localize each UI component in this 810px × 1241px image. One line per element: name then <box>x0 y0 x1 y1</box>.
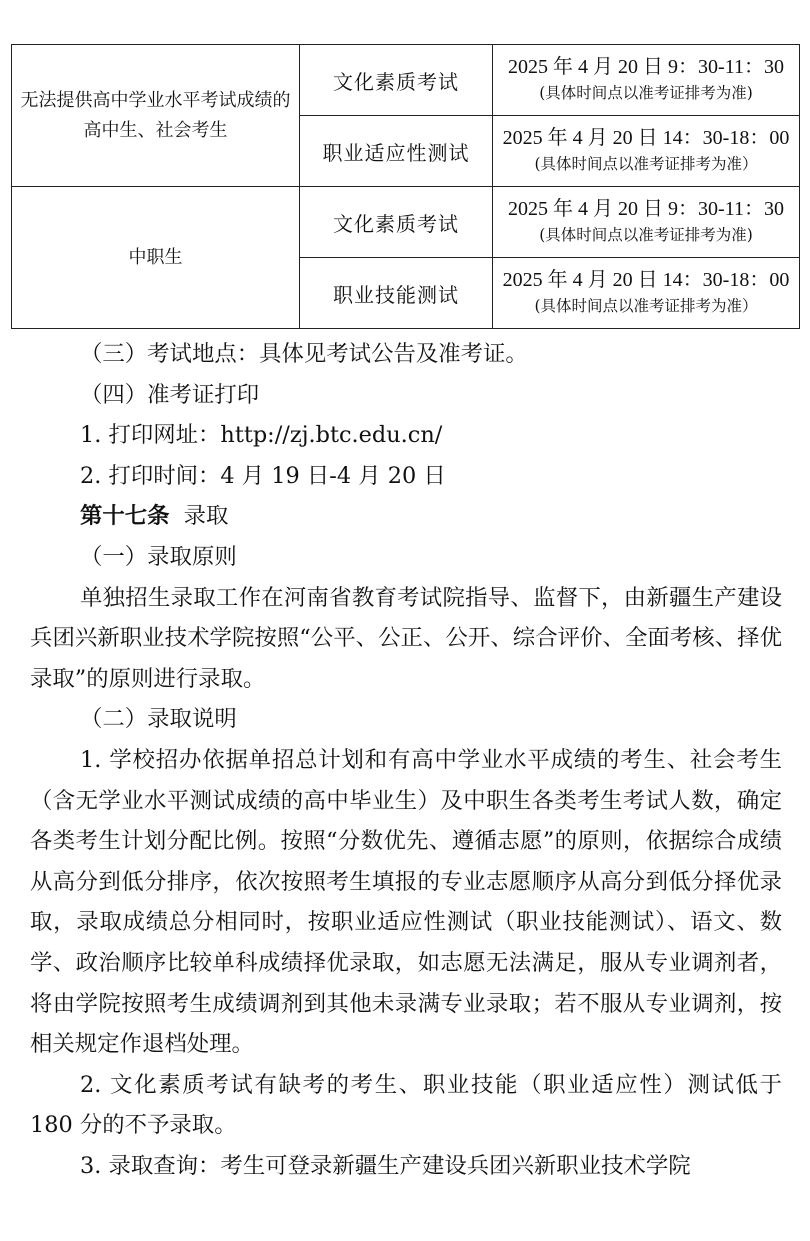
print-time-line: 2. 打印时间：4 月 19 日-4 月 20 日 <box>80 462 446 489</box>
exam-time-cell <box>493 258 800 329</box>
explanation-heading: （二）录取说明 <box>80 706 237 733</box>
candidate-group-cell: 无法提供高中学业水平考试成绩的高中生、社会考生 <box>12 45 300 187</box>
principle-heading: （一）录取原则 <box>80 543 237 570</box>
article-number: 第十七条 <box>80 503 170 530</box>
exam-subject-cell: 文化素质考试 <box>300 187 493 258</box>
exam-time-note: (具体时间点以准考证排考为准） <box>534 297 758 315</box>
article-subject: 录取 <box>183 503 229 530</box>
print-url-line: 1. 打印网址：http://zj.btc.edu.cn/ <box>80 422 443 449</box>
document-body <box>30 334 782 1186</box>
article-heading <box>30 496 782 537</box>
exam-time-cell <box>493 45 800 116</box>
exam-time: 2025 年 4 月 20 日 9：30-11：30 <box>508 198 784 220</box>
principle-paragraph: 单独招生录取工作在河南省教育考试院指导、监督下，由新疆生产建设兵团兴新职业技术学院按照“公平、公正、公开、综合评价、全面考核、择优录取”的原则进行录取。 <box>30 584 782 692</box>
exam-time-cell <box>493 116 800 187</box>
exam-time-note: (具体时间点以准考证排考为准） <box>534 155 758 173</box>
exam-time: 2025 年 4 月 20 日 14：30-18：00 <box>502 127 790 149</box>
exam-subject-cell: 文化素质考试 <box>300 45 493 116</box>
exam-time: 2025 年 4 月 20 日 9：30-11：30 <box>508 56 784 78</box>
exam-subject-cell: 职业适应性测试 <box>300 116 493 187</box>
table-row <box>12 187 800 258</box>
exam-time-note: (具体时间点以准考证排考为准) <box>539 226 753 244</box>
exam-time-cell <box>493 187 800 258</box>
exam-location-paragraph: （三）考试地点：具体见考试公告及准考证。 <box>80 341 528 367</box>
admission-rule-item-3: 3. 录取查询：考生可登录新疆生产建设兵团兴新职业技术学院 <box>80 1152 691 1179</box>
admission-rule-item-1: 1. 学校招办依据单招总计划和有高中学业水平成绩的考生、社会考生（含无学业水平测试成绩的高中毕业生）及中职生各类考生考试人数，确定各类考生计划分配比例。按照“分数优先、遵循志愿”的原则，依据综合成绩从高分到低分排序，依次按照考生填报的专业志愿顺序从高分到低分择优录取，录取成绩总分相同时，按职业适应性测试（职业技能测试）、语文、数学、政治顺序比较单科成绩择优录取，如志愿无法满足，服从专业调剂者，将由学院按照考生成绩调剂到其他未录满专业录取；若不服从专业调剂，按相关规定作退档处理。 <box>30 746 782 1058</box>
candidate-group-cell: 中职生 <box>12 187 300 329</box>
table-row <box>12 45 800 116</box>
exam-time: 2025 年 4 月 20 日 14：30-18：00 <box>502 269 790 291</box>
exam-time-note: (具体时间点以准考证排考为准) <box>539 84 753 102</box>
admission-rule-item-2: 2. 文化素质考试有缺考的考生、职业技能（职业适应性）测试低于 180 分的不予录取。 <box>30 1071 782 1139</box>
admission-ticket-heading: （四）准考证打印 <box>80 381 260 408</box>
exam-subject-cell: 职业技能测试 <box>300 258 493 329</box>
exam-schedule-table <box>11 44 800 329</box>
